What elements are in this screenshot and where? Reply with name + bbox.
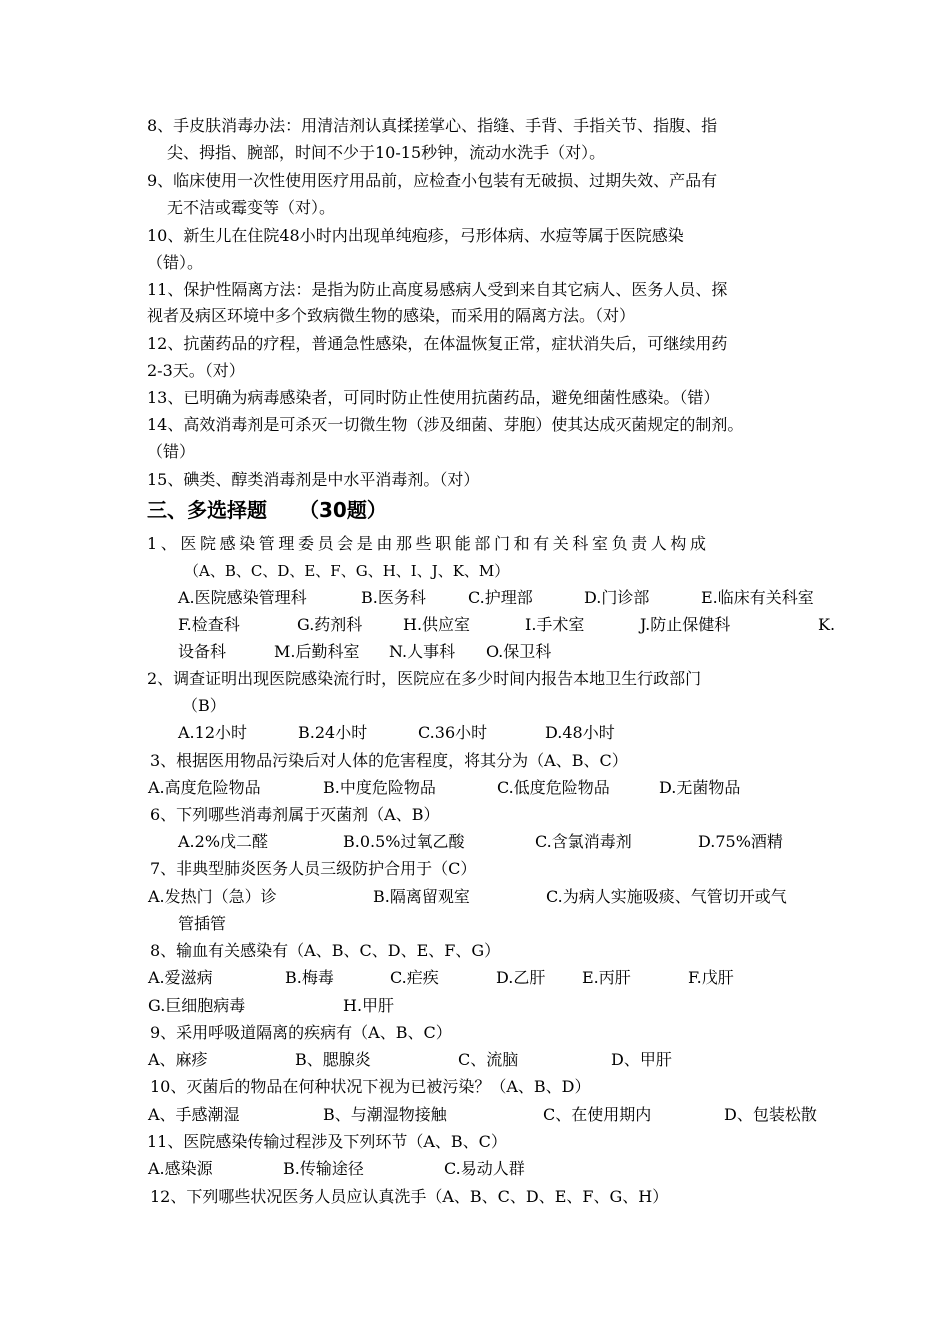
q2-option-b: B.24小时 <box>298 723 368 742</box>
q6-option-c: C.含氯消毒剂 <box>535 832 632 851</box>
q3-stem: 3、根据医用物品污染后对人体的危害程度，将其分为（A、B、C） <box>150 751 628 770</box>
q2-option-d: D.48小时 <box>545 723 615 742</box>
section-count: （30题） <box>299 498 387 522</box>
q11-stem: 11、医院感染传输过程涉及下列环节（A、B、C） <box>147 1132 507 1151</box>
q8-stem: 8、输血有关感染有（A、B、C、D、E、F、G） <box>150 941 501 960</box>
q1-option-d: D.门诊部 <box>584 588 650 607</box>
q1-option-e: E.临床有关科室 <box>701 588 814 607</box>
q1-option-o: O.保卫科 <box>486 642 552 661</box>
q1-option-a: A.医院感染管理科 <box>178 588 307 607</box>
q3-option-b: B.中度危险物品 <box>323 778 436 797</box>
q11-options <box>0 1158 950 1180</box>
q11-option-c: C.易动人群 <box>444 1159 525 1178</box>
q1-option-k-prefix: K. <box>818 615 836 634</box>
q10-stem: 10、灭菌后的物品在何种状况下视为已被污染？（A、B、D） <box>150 1077 591 1096</box>
q8-option-f: F.戊肝 <box>688 968 734 987</box>
q3-option-d: D.无菌物品 <box>659 778 741 797</box>
q7-option-c-cont: 管插管 <box>178 914 227 933</box>
q8-option-c: C.疟疾 <box>390 968 439 987</box>
q6-option-d: D.75%酒精 <box>698 832 783 851</box>
q9-stem: 9、采用呼吸道隔离的疾病有（A、B、C） <box>150 1023 452 1042</box>
q8-option-e: E.丙肝 <box>582 968 631 987</box>
q1-option-b: B.医务科 <box>361 588 426 607</box>
q1-options-row1 <box>0 587 950 609</box>
q1-stem: 1、医院感染管理委员会是由那些职能部门和有关科室负责人构成 <box>147 534 710 553</box>
tf-item-9-line2: 无不洁或霉变等（对）。 <box>167 198 336 217</box>
q1-options-row3 <box>0 641 950 663</box>
q10-option-c: C、在使用期内 <box>543 1105 652 1124</box>
q9-option-c: C、流脑 <box>458 1050 519 1069</box>
q1-option-j: J.防止保健科 <box>640 615 731 634</box>
q1-options-row2 <box>0 614 950 636</box>
q1-option-m: M.后勤科室 <box>274 642 360 661</box>
q9-option-a: A、麻疹 <box>148 1050 208 1069</box>
q7-options <box>0 886 950 908</box>
q1-answer: （A、B、C、D、E、F、G、H、I、J、K、M） <box>184 562 510 580</box>
q8-option-g: G.巨细胞病毒 <box>148 996 246 1015</box>
q9-option-d: D、甲肝 <box>611 1050 672 1069</box>
q2-option-c: C.36小时 <box>418 723 488 742</box>
tf-item-12-line1: 12、抗菌药品的疗程，普通急性感染，在体温恢复正常，症状消失后，可继续用药 <box>147 334 728 353</box>
q1-option-h: H.供应室 <box>403 615 471 634</box>
q6-stem: 6、下列哪些消毒剂属于灭菌剂（A、B） <box>150 805 440 824</box>
q12-stem: 12、下列哪些状况医务人员应认真洗手（A、B、C、D、E、F、G、H） <box>150 1187 669 1206</box>
q11-option-b: B.传输途径 <box>283 1159 364 1178</box>
tf-item-13: 13、已明确为病毒感染者，可同时防止性使用抗菌药品，避免细菌性感染。（错） <box>147 388 720 407</box>
tf-item-10-line2: （错）。 <box>147 253 204 272</box>
tf-item-12-line2: 2-3天。（对） <box>147 361 245 380</box>
tf-item-14-line2: （错） <box>147 442 196 461</box>
q10-option-b: B、与潮湿物接触 <box>323 1105 447 1124</box>
q11-option-a: A.感染源 <box>148 1159 213 1178</box>
tf-item-9-line1: 9、临床使用一次性使用医疗用品前，应检查小包装有无破损、过期失效、产品有 <box>147 171 718 190</box>
q3-options <box>0 777 950 799</box>
q6-option-b: B.0.5%过氧乙酸 <box>343 832 465 851</box>
q7-option-a: A.发热门（急）诊 <box>148 887 277 906</box>
tf-item-11-line1: 11、保护性隔离方法：是指为防止高度易感病人受到来自其它病人、医务人员、探 <box>147 280 728 299</box>
q2-options <box>0 722 950 744</box>
q9-options <box>0 1049 950 1071</box>
q7-option-c: C.为病人实施吸痰、气管切开或气 <box>546 887 787 906</box>
q3-option-a: A.高度危险物品 <box>148 778 261 797</box>
tf-item-11-line2: 视者及病区环境中多个致病微生物的感染，而采用的隔离方法。（对） <box>147 306 636 325</box>
q1-option-g: G.药剂科 <box>297 615 363 634</box>
q1-option-k-rest: 设备科 <box>178 642 227 661</box>
q1-option-n: N.人事科 <box>389 642 456 661</box>
q7-option-b: B.隔离留观室 <box>373 887 470 906</box>
q7-stem: 7、非典型肺炎医务人员三级防护合用于（C） <box>150 859 477 878</box>
tf-item-8-line1: 8、手皮肤消毒办法：用清洁剂认真揉搓掌心、指缝、手背、手指关节、指腹、指 <box>147 116 718 135</box>
q1-option-f: F.检查科 <box>178 615 240 634</box>
q10-option-a: A、手感潮湿 <box>148 1105 240 1124</box>
tf-item-14-line1: 14、高效消毒剂是可杀灭一切微生物（涉及细菌、芽胞）使其达成灭菌规定的制剂。 <box>147 415 744 434</box>
q2-option-a: A.12小时 <box>178 723 248 742</box>
tf-item-10-line1: 10、新生儿在住院48小时内出现单纯疱疹，弓形体病、水痘等属于医院感染 <box>147 226 684 245</box>
q1-option-c: C.护理部 <box>468 588 533 607</box>
section-heading <box>147 497 387 523</box>
q6-options <box>0 831 950 853</box>
q2-stem: 2、调查证明出现医院感染流行时，医院应在多少时间内报告本地卫生行政部门 <box>147 669 702 688</box>
section-title: 三、多选择题 <box>147 498 267 522</box>
q8-options-row1 <box>0 967 950 989</box>
q8-option-h: H.甲肝 <box>343 996 395 1015</box>
q6-option-a: A.2%戊二醛 <box>178 832 269 851</box>
tf-item-8-line2: 尖、拇指、腕部，时间不少于10-15秒钟，流动水洗手（对）。 <box>167 143 606 162</box>
q8-option-d: D.乙肝 <box>496 968 546 987</box>
q10-option-d: D、包装松散 <box>724 1105 817 1124</box>
q1-option-i: I.手术室 <box>525 615 585 634</box>
q8-option-a: A.爱滋病 <box>148 968 213 987</box>
q8-options-row2 <box>0 995 950 1017</box>
q10-options <box>0 1104 950 1126</box>
q8-option-b: B.梅毒 <box>285 968 334 987</box>
q3-option-c: C.低度危险物品 <box>497 778 610 797</box>
q2-answer: （B） <box>182 696 226 715</box>
tf-item-15: 15、碘类、醇类消毒剂是中水平消毒剂。（对） <box>147 470 480 489</box>
q9-option-b: B、腮腺炎 <box>295 1050 371 1069</box>
